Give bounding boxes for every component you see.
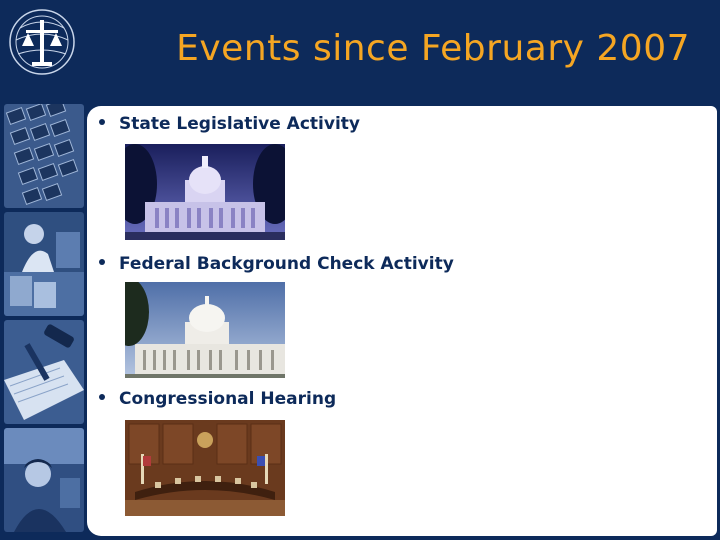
state-capitol-photo-icon (125, 144, 285, 240)
decorative-photo-strip (0, 104, 86, 536)
bullet-label: Federal Background Check Activity (119, 254, 454, 274)
bullet-congressional-hearing (99, 389, 336, 409)
us-capitol-photo-icon (125, 282, 285, 378)
slide-title: Events since February 2007 (176, 28, 690, 69)
bullet-state-legislative (99, 114, 360, 134)
officer-photo-icon (4, 428, 84, 532)
gavel-papers-photo-icon (4, 320, 84, 424)
bullet-label: Congressional Hearing (119, 389, 337, 409)
bullet-federal-background-check (99, 254, 454, 274)
bullet-dot-icon (99, 259, 105, 265)
office-worker-photo-icon (4, 212, 84, 316)
scales-of-justice-logo-icon (6, 6, 78, 78)
content-panel (87, 106, 717, 536)
hearing-room-photo-icon (125, 420, 285, 516)
bullet-dot-icon (99, 394, 105, 400)
bullet-dot-icon (99, 119, 105, 125)
keyboard-photo-icon (4, 104, 84, 208)
bullet-label: State Legislative Activity (119, 114, 360, 134)
